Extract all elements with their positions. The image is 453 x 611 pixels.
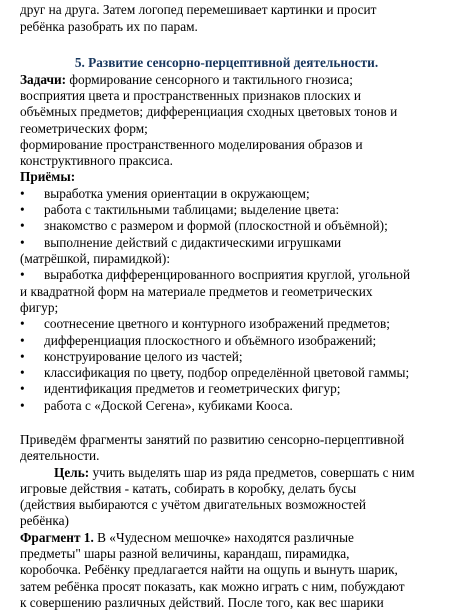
tasks-line-4: геометрических форм; (20, 121, 148, 136)
bullet-item-5-cont-2: фигур; (20, 300, 59, 315)
tasks-line-2: восприятия цвета и пространственных признаков плоских и (20, 88, 362, 103)
bullet-item-8: конструирование целого из частей; (44, 349, 243, 364)
bullet-item-7: дифференциация плоскостного и объёмного изображений; (44, 333, 377, 348)
tasks-line-1 (20, 72, 353, 88)
bullet-item-5-cont-1: и квадратной форм на материале предметов и геометрических (20, 284, 373, 299)
goal-line-4: ребёнка) (20, 513, 69, 528)
bullet-marker: • (20, 316, 25, 331)
bullet-marker: • (20, 349, 25, 364)
bullet-item-4: выполнение действий с дидактическими игрушками (44, 235, 342, 250)
bullet-item-10: идентификация предметов и геометрических фигур; (44, 381, 341, 396)
bullet-item-2: работа с тактильными таблицами; выделение цвета: (44, 202, 340, 217)
intro-line: друг на друга. Затем логопед перемешивает картинки и просит (20, 2, 377, 17)
goal-line-1 (54, 465, 415, 481)
fragment1-line-3: коробочка. Ребёнку предлагается найти на ощупь и вынуть шарик, (20, 562, 398, 577)
goal-line-2: игровые действия - катать, собирать в коробку, делать бусы (20, 481, 357, 496)
bullet-item-4-cont: (матрёшкой, пирамидкой): (20, 251, 171, 266)
fragment1-line-1-text: В «Чудесном мешочке» находятся различные (93, 530, 354, 545)
bullet-item-6: соотнесение цветного и контурного изображений предметов; (44, 316, 390, 331)
bullet-marker: • (20, 218, 25, 233)
bullet-marker: • (20, 235, 25, 250)
bullet-item-11: работа с «Доской Сегена», кубиками Кооса. (44, 398, 293, 413)
bullet-marker: • (20, 267, 25, 282)
section-heading: 5. Развитие сенсорно-перцептивной деятельности. (74, 55, 379, 70)
goal-line-1-text: учить выделять шар из ряда предметов, совершать с ним (89, 465, 415, 480)
fragment1-line-4: затем ребёнка просят показать, как можно играть с ним, побуждают (20, 579, 405, 594)
fragment1-line-2: предметы" шары разной величины, карандаш, пирамидка, (20, 546, 350, 561)
bullet-item-3: знакомство с размером и формой (плоскостной и объёмной); (44, 218, 388, 233)
bullet-item-5: выработка дифференцированного восприятия круглой, угольной (44, 267, 411, 282)
tasks-line-5: формирование пространственного моделирования образов и (20, 137, 363, 152)
intro-line-2: ребёнка разобрать их по парам. (20, 19, 198, 34)
bullet-item-1: выработка умения ориентации в окружающем; (44, 186, 310, 201)
bullet-marker: • (20, 398, 25, 413)
fragment1-line-5: к совершению различных действий. После того, как вес шарики (20, 595, 384, 610)
fragment1-line-1 (20, 530, 354, 546)
tasks-line-3: объёмных предметов; дифференциация сходных цветовых тонов и (20, 104, 398, 119)
techniques-label: Приёмы: (20, 169, 76, 184)
goal-line-3: (действия выбираются с учётом двигательных возможностей (20, 497, 366, 512)
tasks-line-1-text: формирование сенсорного и тактильного гнозиса; (66, 72, 353, 87)
bullet-item-9: классификация по цвету, подбор определённой цветовой гаммы; (44, 365, 410, 380)
bullet-marker: • (20, 202, 25, 217)
goal-label: Цель: (54, 465, 90, 480)
fragments-intro-line-2: деятельности. (20, 448, 100, 463)
bullet-marker: • (20, 186, 25, 201)
bullet-marker: • (20, 333, 25, 348)
fragments-intro-line-1: Приведём фрагменты занятий по развитию сенсорно-перцептивной (20, 432, 405, 447)
bullet-marker: • (20, 381, 25, 396)
fragment1-label: Фрагмент 1. (20, 530, 94, 545)
tasks-label: Задачи: (20, 72, 67, 87)
bullet-marker: • (20, 365, 25, 380)
tasks-line-6: конструктивного праксиса. (20, 153, 173, 168)
